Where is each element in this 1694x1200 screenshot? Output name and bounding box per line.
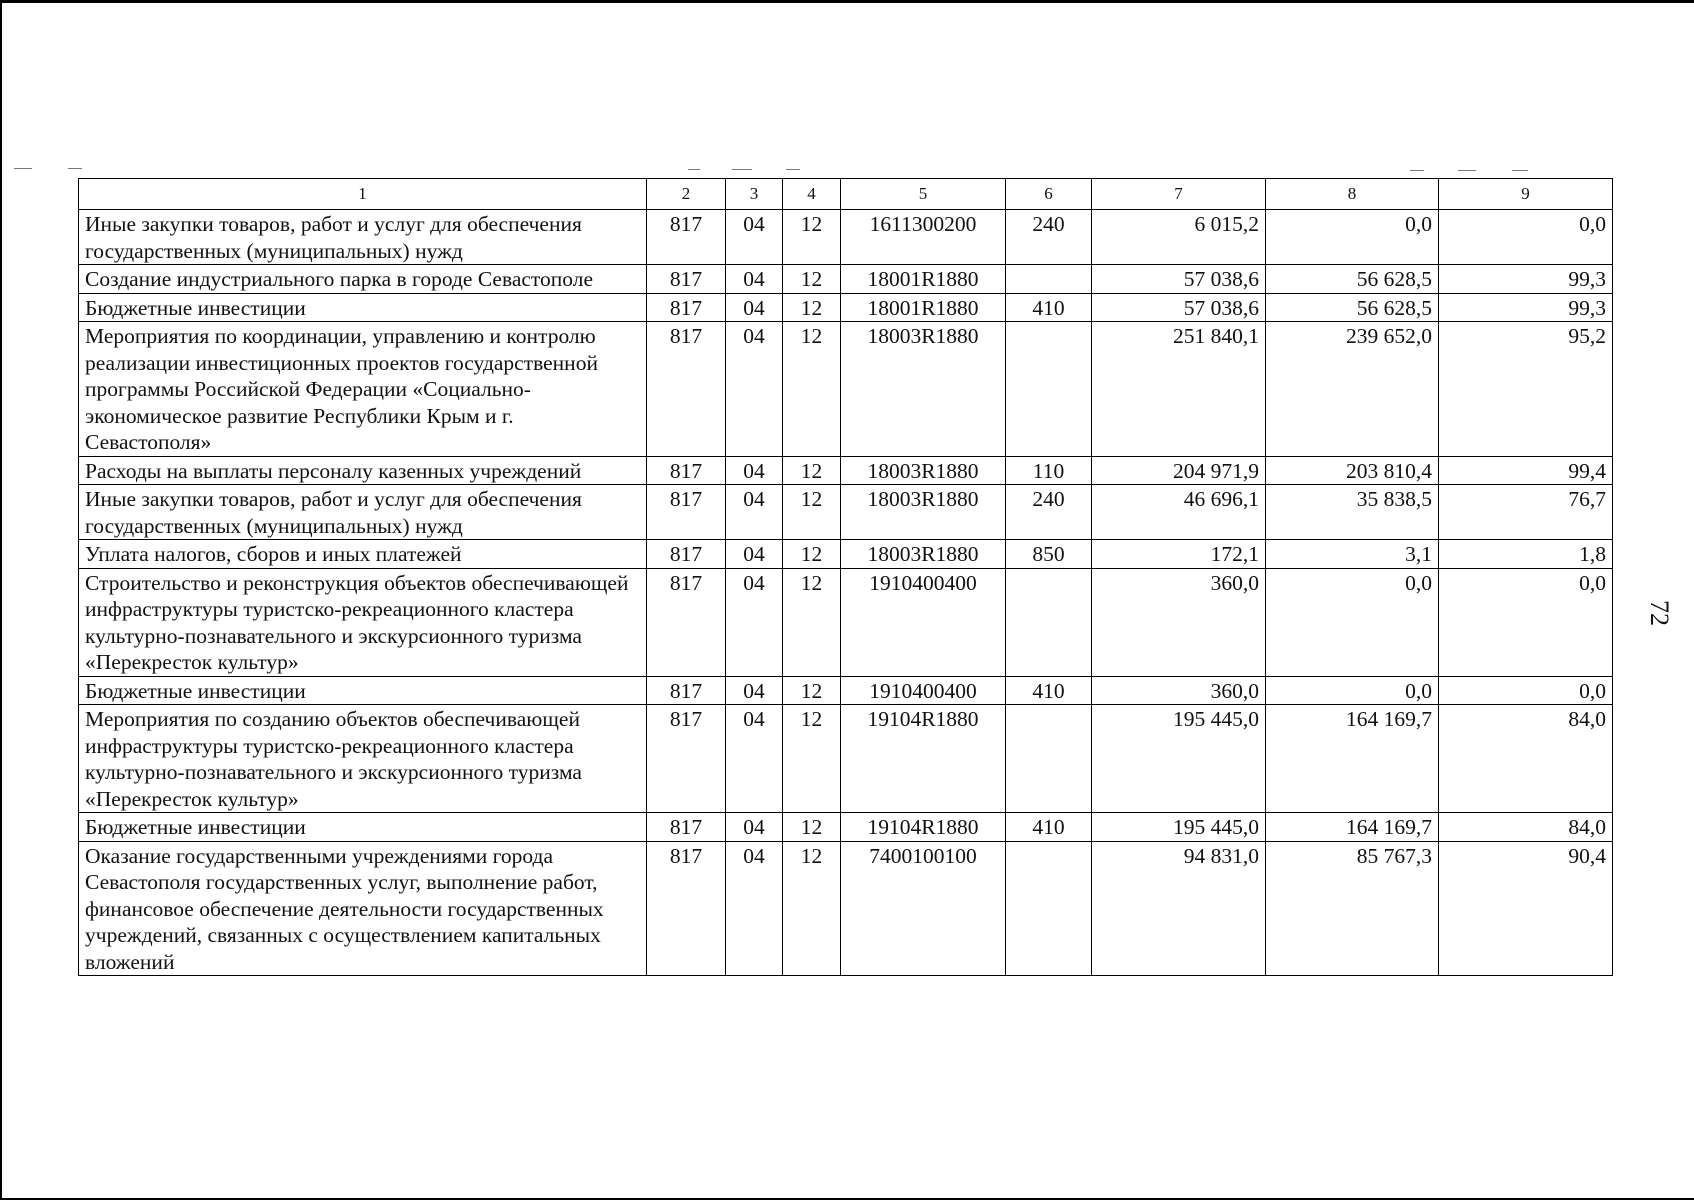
cell-col-4: 12: [783, 210, 841, 265]
cell-col-8: 85 767,3: [1266, 841, 1439, 976]
table-row: [79, 210, 1613, 265]
cell-col-3: 04: [726, 322, 783, 457]
column-header: 2: [647, 179, 726, 210]
cell-col-4: 12: [783, 265, 841, 294]
cell-col-8: 0,0: [1266, 568, 1439, 676]
scan-speck: [786, 169, 800, 170]
row-name: Оказание государственными учреждениями города Севастополя государственных услуг, выполнение работ, финансовое обеспечение деятельности государственных учреждений, связанных с осуществлением капитальных вложений: [79, 841, 647, 976]
cell-col-8: 0,0: [1266, 676, 1439, 705]
scan-speck: [1512, 170, 1528, 171]
cell-col-9: 0,0: [1439, 210, 1613, 265]
cell-col-9: 0,0: [1439, 568, 1613, 676]
cell-col-5: 1910400400: [841, 568, 1006, 676]
cell-col-7: 94 831,0: [1092, 841, 1266, 976]
cell-col-4: 12: [783, 705, 841, 813]
row-name: Иные закупки товаров, работ и услуг для обеспечения государственных (муниципальных) нужд: [79, 210, 647, 265]
cell-col-6: [1006, 705, 1092, 813]
cell-col-6: [1006, 265, 1092, 294]
table-row: [79, 485, 1613, 540]
cell-col-6: 850: [1006, 540, 1092, 569]
cell-col-2: 817: [647, 210, 726, 265]
cell-col-5: 1910400400: [841, 676, 1006, 705]
cell-col-7: 195 445,0: [1092, 813, 1266, 842]
row-name: Бюджетные инвестиции: [79, 813, 647, 842]
cell-col-9: 1,8: [1439, 540, 1613, 569]
scan-speck: [1410, 170, 1424, 171]
cell-col-3: 04: [726, 705, 783, 813]
row-name: Бюджетные инвестиции: [79, 676, 647, 705]
cell-col-2: 817: [647, 540, 726, 569]
cell-col-6: 110: [1006, 456, 1092, 485]
cell-col-2: 817: [647, 568, 726, 676]
cell-col-8: 56 628,5: [1266, 265, 1439, 294]
cell-col-3: 04: [726, 813, 783, 842]
cell-col-2: 817: [647, 293, 726, 322]
column-header: 3: [726, 179, 783, 210]
cell-col-7: 195 445,0: [1092, 705, 1266, 813]
cell-col-7: 46 696,1: [1092, 485, 1266, 540]
scan-speck: [732, 169, 752, 170]
budget-table: [78, 178, 1613, 976]
cell-col-8: 35 838,5: [1266, 485, 1439, 540]
column-header: 1: [79, 179, 647, 210]
table-row: [79, 456, 1613, 485]
cell-col-4: 12: [783, 568, 841, 676]
cell-col-7: 172,1: [1092, 540, 1266, 569]
cell-col-6: 410: [1006, 293, 1092, 322]
page-number: 72: [1645, 600, 1674, 626]
table-body: [79, 210, 1613, 976]
cell-col-8: 203 810,4: [1266, 456, 1439, 485]
cell-col-5: 18001R1880: [841, 265, 1006, 294]
table-row: [79, 265, 1613, 294]
row-name: Расходы на выплаты персоналу казенных учреждений: [79, 456, 647, 485]
cell-col-4: 12: [783, 293, 841, 322]
table-row: [79, 540, 1613, 569]
column-header: 7: [1092, 179, 1266, 210]
cell-col-9: 76,7: [1439, 485, 1613, 540]
row-name: Бюджетные инвестиции: [79, 293, 647, 322]
cell-col-3: 04: [726, 265, 783, 294]
cell-col-7: 360,0: [1092, 676, 1266, 705]
cell-col-2: 817: [647, 456, 726, 485]
cell-col-7: 57 038,6: [1092, 265, 1266, 294]
cell-col-6: 410: [1006, 813, 1092, 842]
cell-col-9: 84,0: [1439, 813, 1613, 842]
cell-col-5: 18003R1880: [841, 540, 1006, 569]
table-row: [79, 322, 1613, 457]
cell-col-8: 56 628,5: [1266, 293, 1439, 322]
cell-col-4: 12: [783, 676, 841, 705]
cell-col-9: 99,3: [1439, 265, 1613, 294]
table-row: [79, 705, 1613, 813]
cell-col-2: 817: [647, 841, 726, 976]
column-header: 4: [783, 179, 841, 210]
cell-col-8: 164 169,7: [1266, 705, 1439, 813]
cell-col-2: 817: [647, 676, 726, 705]
cell-col-9: 84,0: [1439, 705, 1613, 813]
cell-col-6: [1006, 322, 1092, 457]
cell-col-9: 95,2: [1439, 322, 1613, 457]
cell-col-8: 164 169,7: [1266, 813, 1439, 842]
table-row: [79, 841, 1613, 976]
row-name: Создание индустриального парка в городе Севастополе: [79, 265, 647, 294]
cell-col-3: 04: [726, 540, 783, 569]
cell-col-5: 18003R1880: [841, 485, 1006, 540]
table-row: [79, 293, 1613, 322]
cell-col-7: 57 038,6: [1092, 293, 1266, 322]
cell-col-4: 12: [783, 813, 841, 842]
cell-col-4: 12: [783, 485, 841, 540]
scan-speck: [14, 168, 32, 169]
row-name: Уплата налогов, сборов и иных платежей: [79, 540, 647, 569]
column-header: 9: [1439, 179, 1613, 210]
cell-col-7: 360,0: [1092, 568, 1266, 676]
cell-col-4: 12: [783, 456, 841, 485]
cell-col-5: 18003R1880: [841, 456, 1006, 485]
cell-col-6: [1006, 841, 1092, 976]
cell-col-7: 251 840,1: [1092, 322, 1266, 457]
cell-col-3: 04: [726, 568, 783, 676]
scan-speck: [68, 168, 82, 169]
cell-col-9: 0,0: [1439, 676, 1613, 705]
cell-col-2: 817: [647, 813, 726, 842]
cell-col-5: 18003R1880: [841, 322, 1006, 457]
scan-speck: [1458, 170, 1476, 171]
scan-speck: [688, 169, 700, 170]
cell-col-4: 12: [783, 540, 841, 569]
column-header: 5: [841, 179, 1006, 210]
cell-col-7: 6 015,2: [1092, 210, 1266, 265]
cell-col-6: 240: [1006, 485, 1092, 540]
cell-col-3: 04: [726, 210, 783, 265]
table-row: [79, 676, 1613, 705]
cell-col-5: 1611300200: [841, 210, 1006, 265]
cell-col-5: 18001R1880: [841, 293, 1006, 322]
cell-col-9: 99,4: [1439, 456, 1613, 485]
cell-col-6: 410: [1006, 676, 1092, 705]
row-name: Иные закупки товаров, работ и услуг для обеспечения государственных (муниципальных) нужд: [79, 485, 647, 540]
cell-col-8: 3,1: [1266, 540, 1439, 569]
cell-col-4: 12: [783, 322, 841, 457]
cell-col-9: 90,4: [1439, 841, 1613, 976]
cell-col-4: 12: [783, 841, 841, 976]
cell-col-5: 19104R1880: [841, 813, 1006, 842]
column-header: 8: [1266, 179, 1439, 210]
header-row: [79, 179, 1613, 210]
cell-col-2: 817: [647, 322, 726, 457]
cell-col-8: 239 652,0: [1266, 322, 1439, 457]
cell-col-5: 7400100100: [841, 841, 1006, 976]
column-header: 6: [1006, 179, 1092, 210]
cell-col-3: 04: [726, 485, 783, 540]
cell-col-3: 04: [726, 841, 783, 976]
cell-col-5: 19104R1880: [841, 705, 1006, 813]
cell-col-6: [1006, 568, 1092, 676]
cell-col-6: 240: [1006, 210, 1092, 265]
cell-col-3: 04: [726, 676, 783, 705]
cell-col-2: 817: [647, 705, 726, 813]
cell-col-2: 817: [647, 485, 726, 540]
row-name: Строительство и реконструкция объектов обеспечивающей инфраструктуры туристско-рекреационного кластера культурно-познавательного и экскурсионного туризма «Перекресток культур»: [79, 568, 647, 676]
table-row: [79, 568, 1613, 676]
cell-col-7: 204 971,9: [1092, 456, 1266, 485]
cell-col-2: 817: [647, 265, 726, 294]
cell-col-3: 04: [726, 293, 783, 322]
cell-col-9: 99,3: [1439, 293, 1613, 322]
row-name: Мероприятия по созданию объектов обеспечивающей инфраструктуры туристско-рекреационного кластера культурно-познавательного и экскурсионного туризма «Перекресток культур»: [79, 705, 647, 813]
cell-col-8: 0,0: [1266, 210, 1439, 265]
table-row: [79, 813, 1613, 842]
cell-col-3: 04: [726, 456, 783, 485]
row-name: Мероприятия по координации, управлению и контролю реализации инвестиционных проектов государственной программы Российской Федерации «Социально-экономическое развитие Республики Крым и г. Севастополя»: [79, 322, 647, 457]
